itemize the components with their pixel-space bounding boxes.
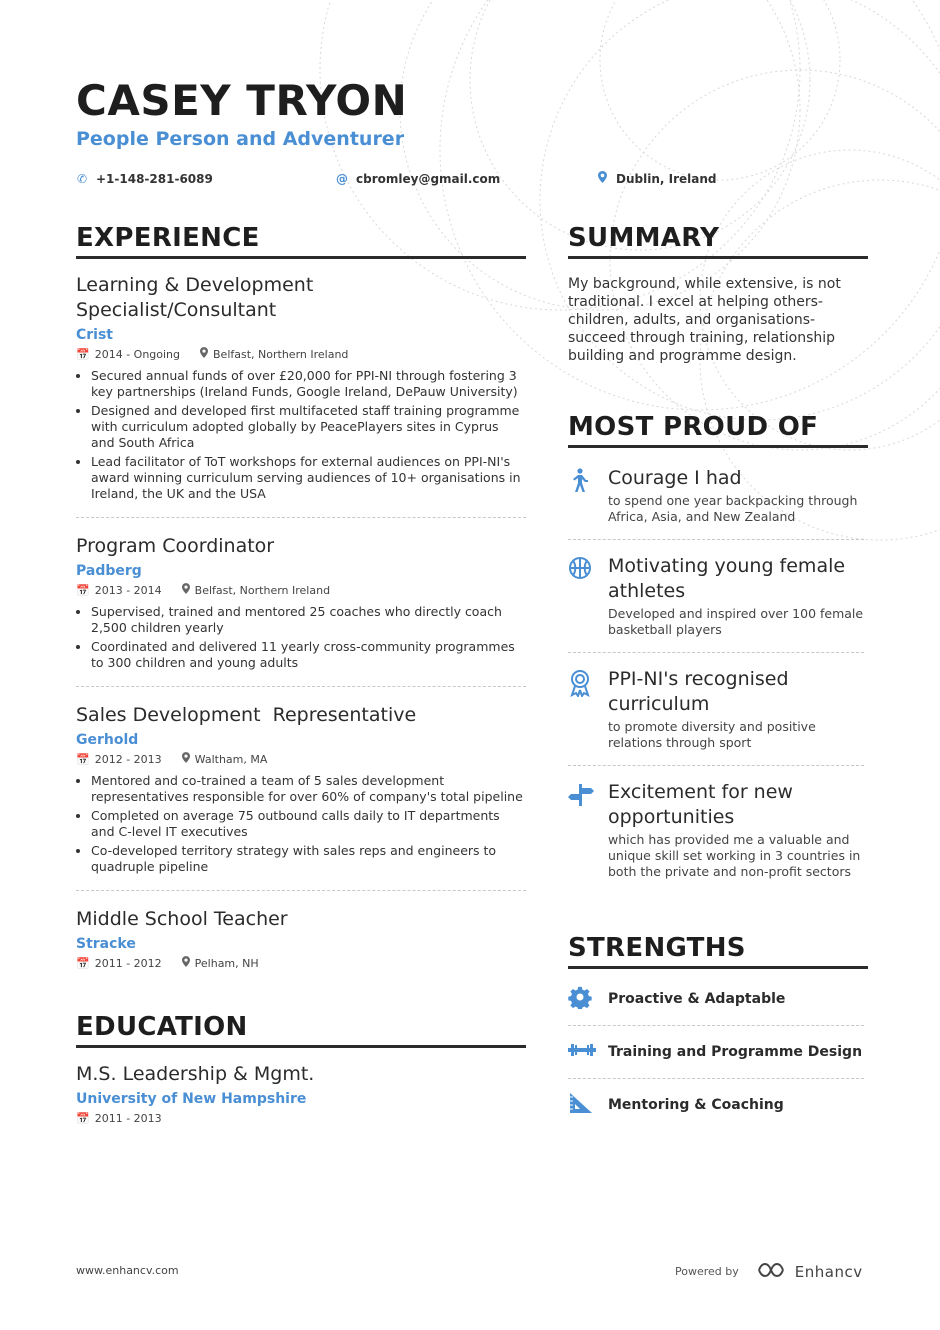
strength-label: Training and Programme Design	[608, 1044, 863, 1060]
job-title: Middle School Teacher	[76, 908, 288, 930]
job-bullets	[76, 604, 526, 671]
strength-item	[568, 1026, 864, 1079]
gear-icon	[568, 985, 608, 1013]
footer-powered-by[interactable]	[675, 1262, 863, 1281]
company-name: Padberg	[76, 563, 142, 579]
job-bullet: • Lead facilitator of ToT workshops for external audiences on PPI-NI's award winning curriculum serving audiences of 10+ organisations in Ireland, the UK and the USA	[91, 454, 526, 502]
company-name: Gerhold	[76, 732, 139, 748]
location-pin-icon	[200, 346, 208, 364]
strengths-list	[568, 973, 868, 1131]
experience-item	[76, 703, 526, 891]
job-bullet: • Mentored and co-trained a team of 5 sales development representatives responsible for over 60% of company's total pipeline	[91, 773, 526, 805]
enhancv-logo-icon	[757, 1262, 789, 1281]
at-sign-icon: @	[336, 172, 348, 186]
proud-item	[568, 653, 864, 766]
job-bullet: • Supervised, trained and mentored 25 coaches who directly coach 2,500 children yearly	[91, 604, 526, 636]
proud-description: Developed and inspired over 100 female basketball players	[608, 606, 864, 637]
proud-title: Motivating young female athletes	[608, 555, 846, 602]
job-dates: 2012 - 2013	[94, 753, 162, 766]
job-bullet: • Completed on average 75 outbound calls daily to IT departments and C-level IT executives	[91, 808, 526, 840]
signpost-icon	[568, 780, 608, 880]
location-pin-icon	[182, 751, 190, 769]
location-pin-icon	[596, 170, 608, 188]
phone-text: +1-148-281-6089	[96, 172, 213, 186]
experience-list	[76, 273, 526, 985]
strength-label: Mentoring & Coaching	[608, 1097, 784, 1113]
job-title: Sales Development Representative	[76, 704, 417, 726]
location-text: Dublin, Ireland	[616, 172, 717, 186]
dumbbell-icon	[568, 1042, 608, 1062]
education-item	[76, 1062, 526, 1128]
experience-item	[76, 907, 526, 985]
job-title: Learning & Development Specialist/Consultant	[76, 274, 314, 321]
calendar-icon: 📅	[76, 753, 90, 766]
experience-heading: EXPERIENCE	[76, 222, 526, 259]
calendar-icon: 📅	[76, 348, 90, 361]
job-bullet: • Secured annual funds of over £20,000 for PPI-NI through fostering 3 key partnerships (Ireland Funds, Google Ireland, DePauw University)	[91, 368, 526, 400]
calendar-icon: 📅	[76, 957, 90, 970]
location-pin-icon	[182, 955, 190, 973]
proud-title: Courage I had	[608, 467, 742, 489]
job-dates: 2013 - 2014	[94, 584, 162, 597]
candidate-tagline: People Person and Adventurer	[76, 128, 405, 150]
job-dates: 2014 - Ongoing	[94, 348, 181, 361]
job-dates: 2011 - 2012	[94, 957, 162, 970]
job-title: Program Coordinator	[76, 535, 275, 557]
location-pin-icon	[182, 582, 190, 600]
right-column	[568, 222, 868, 1131]
candidate-name: CASEY TRYON	[76, 76, 408, 125]
summary-text: My background, while extensive, is not traditional. I excel at helping others- children, adults, and organisations- succeed through training, relationship building and programme design.	[568, 276, 841, 364]
job-meta	[76, 751, 526, 769]
basketball-icon	[568, 554, 608, 638]
calendar-icon: 📅	[76, 584, 90, 597]
job-bullet: • Coordinated and delivered 11 yearly cross-community programmes to 300 children and young adults	[91, 639, 526, 671]
job-location: Belfast, Northern Ireland	[194, 584, 331, 597]
proud-item	[568, 540, 864, 653]
job-bullets	[76, 773, 526, 875]
job-bullets	[76, 368, 526, 502]
most-proud-heading: MOST PROUD OF	[568, 411, 868, 448]
proud-description: which has provided me a valuable and unique skill set working in 3 countries in both the private and non-profit sectors	[608, 832, 861, 879]
proud-list	[568, 452, 868, 894]
job-bullet: • Co-developed territory strategy with sales reps and engineers to quadruple pipeline	[91, 843, 526, 875]
proud-title: PPI-NI's recognised curriculum	[608, 668, 789, 715]
job-location: Pelham, NH	[194, 957, 259, 970]
experience-item	[76, 534, 526, 687]
footer-website-link[interactable]: www.enhancv.com	[76, 1264, 179, 1277]
contact-phone[interactable]	[76, 170, 213, 188]
strength-label: Proactive & Adaptable	[608, 991, 786, 1007]
job-location: Belfast, Northern Ireland	[213, 348, 349, 361]
set-square-icon	[568, 1091, 608, 1119]
job-bullet: • Designed and developed first multifaceted staff training programme with curriculum adopted globally by PeacePlayers sites in Cyprus and South Africa	[91, 403, 526, 451]
company-name: Stracke	[76, 936, 136, 952]
job-meta	[76, 582, 526, 600]
strength-item	[568, 973, 864, 1026]
contact-email[interactable]	[336, 170, 500, 188]
walking-person-icon	[568, 466, 608, 525]
strengths-heading: STRENGTHS	[568, 932, 868, 969]
proud-item	[568, 766, 864, 894]
phone-icon: ✆	[76, 172, 88, 186]
experience-item	[76, 273, 526, 518]
proud-description: to promote diversity and positive relations through sport	[608, 719, 816, 750]
job-location: Waltham, MA	[194, 753, 268, 766]
summary-heading: SUMMARY	[568, 222, 868, 259]
degree-title: M.S. Leadership & Mgmt.	[76, 1063, 315, 1085]
school-name: University of New Hampshire	[76, 1091, 307, 1107]
company-name: Crist	[76, 327, 114, 343]
education-heading: EDUCATION	[76, 1011, 526, 1048]
education-meta	[76, 1110, 526, 1128]
powered-by-label: Powered by	[675, 1265, 739, 1278]
contact-location	[596, 170, 716, 188]
proud-title: Excitement for new opportunities	[608, 781, 793, 828]
calendar-icon: 📅	[76, 1112, 90, 1125]
brand-name: Enhancv	[794, 1262, 863, 1281]
proud-item	[568, 452, 864, 540]
award-ribbon-icon	[568, 667, 608, 751]
job-meta	[76, 955, 526, 973]
education-dates: 2011 - 2013	[94, 1112, 162, 1125]
email-text: cbromley@gmail.com	[356, 172, 501, 186]
strength-item	[568, 1079, 864, 1131]
proud-description: to spend one year backpacking through Africa, Asia, and New Zealand	[608, 493, 858, 524]
left-column	[76, 222, 526, 1128]
job-meta	[76, 346, 526, 364]
